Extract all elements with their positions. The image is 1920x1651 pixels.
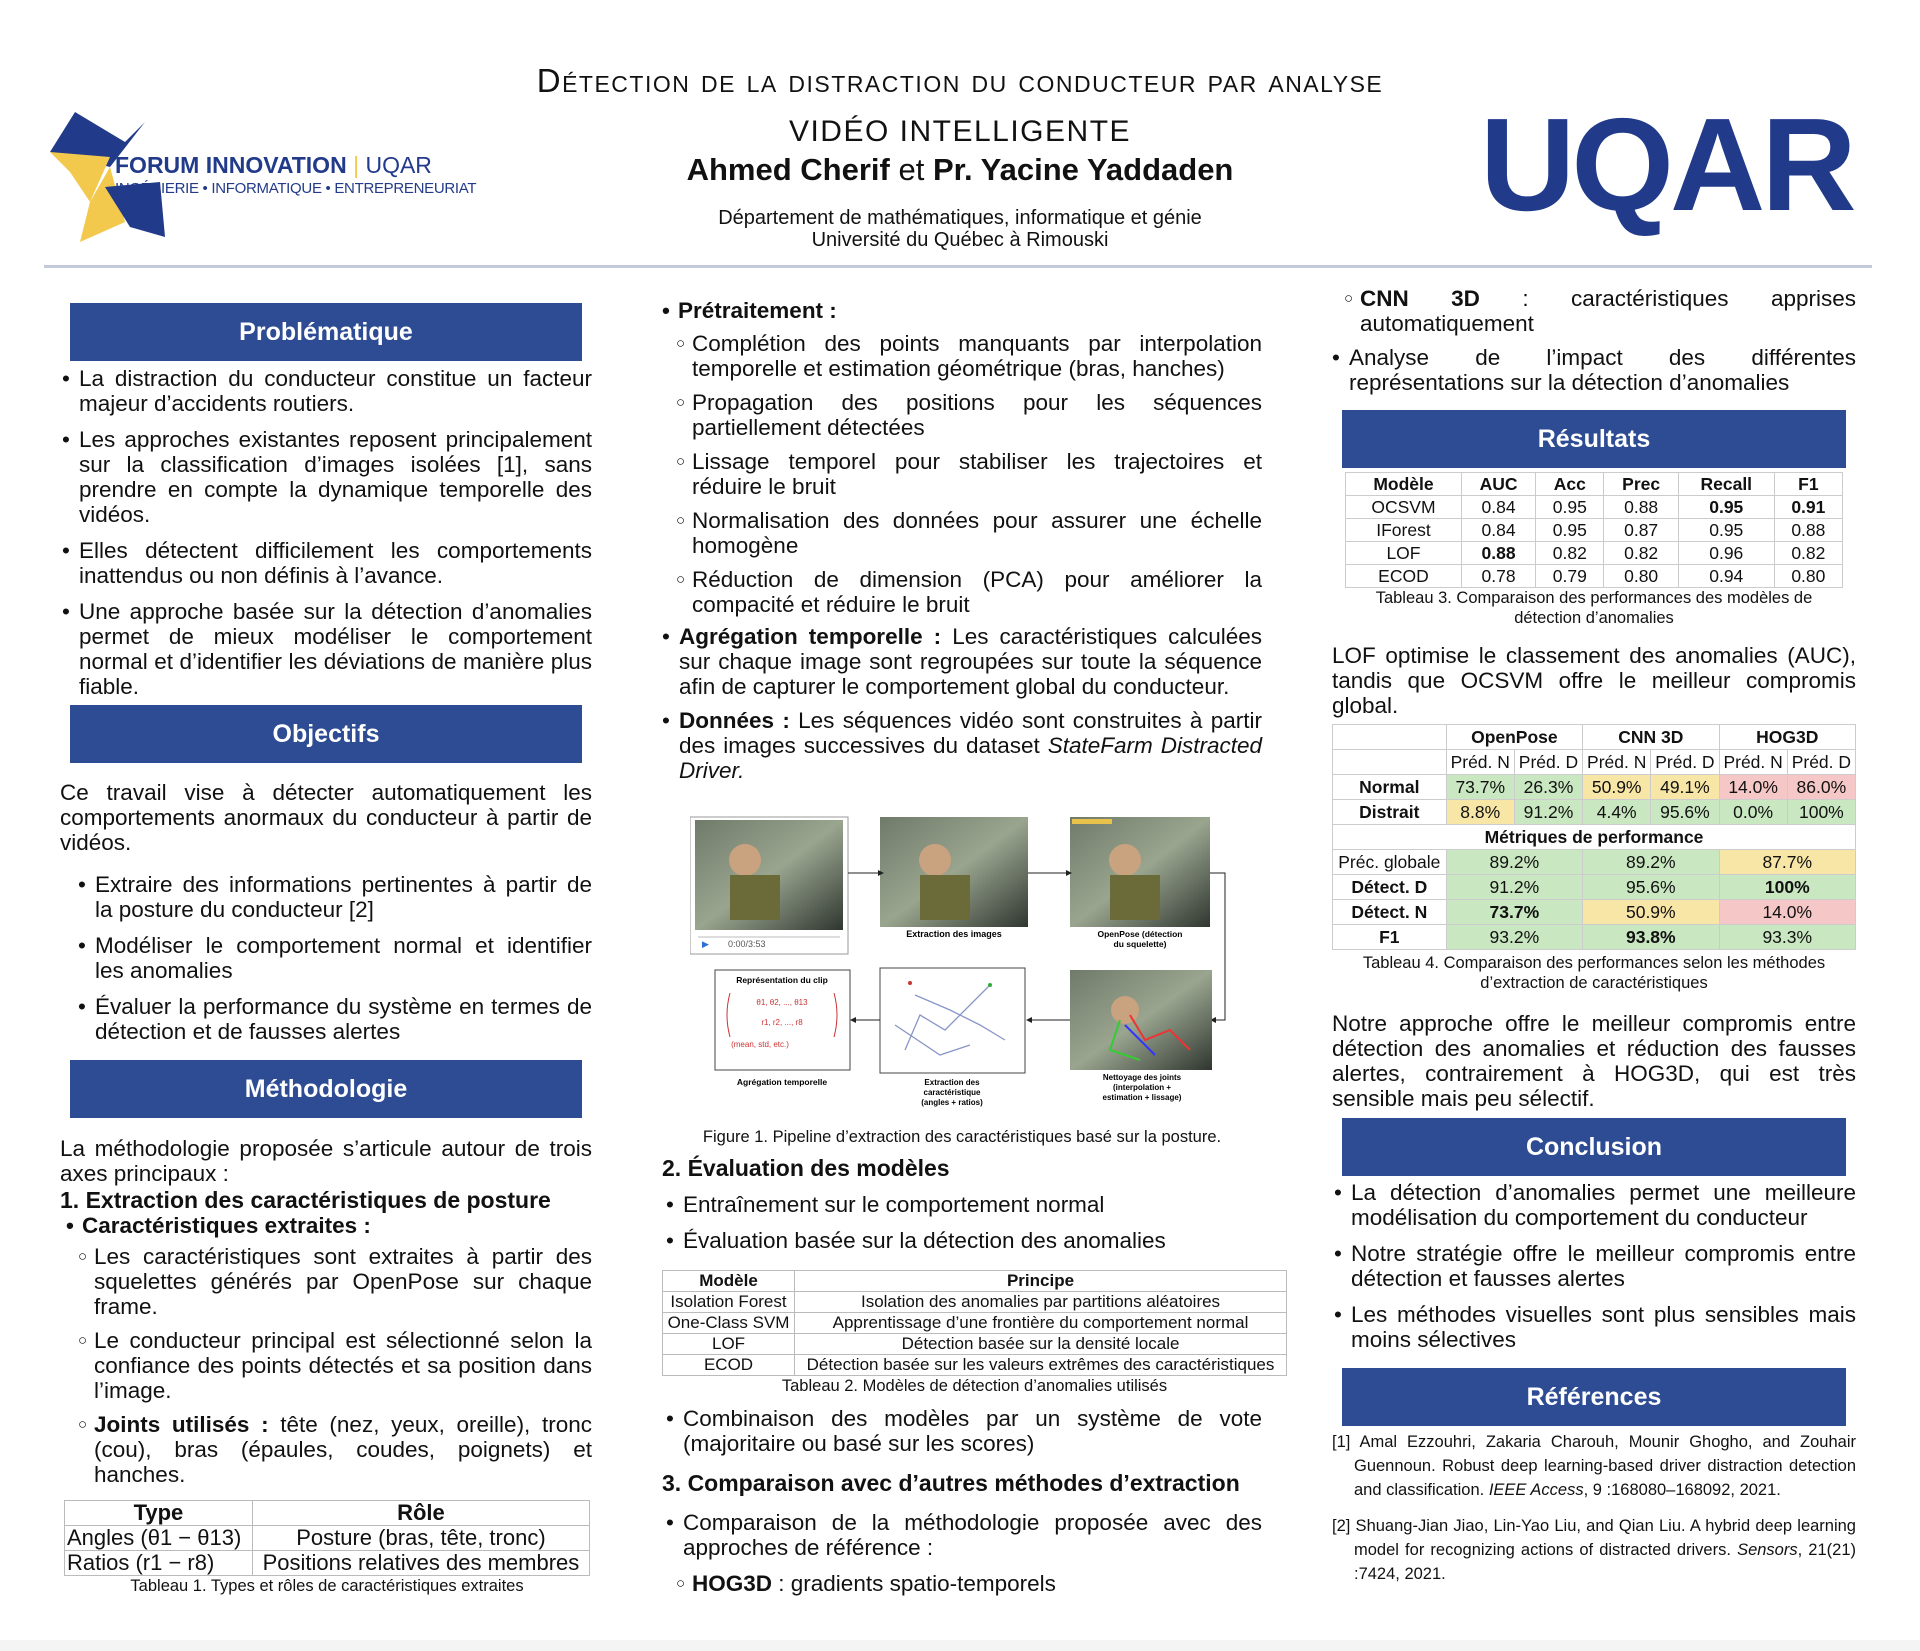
- table1-cell: Angles (θ1 − θ13): [65, 1526, 253, 1551]
- agregation-label: Agrégation temporelle :: [679, 624, 942, 649]
- lof-text: LOF optimise le classement des anomalies (AUC), tandis que OCSVM offre le meilleur compromis global.: [1332, 643, 1856, 718]
- features-block: [66, 1213, 592, 1496]
- pretraitement-item: ○ Complétion des points manquants par interpolation temporelle et estimation géométrique (bras, hanches): [676, 331, 1262, 381]
- fig-label-openpose-2: du squelette): [1113, 939, 1167, 949]
- table4: [1332, 724, 1856, 993]
- impact-item: • Analyse de l’impact des différentes représentations sur la détection d’anomalies: [1332, 345, 1856, 395]
- step2-body: [666, 1192, 1266, 1264]
- conclusion-item: • La détection d’anomalies permet une meilleure modélisation du comportement du conducteur: [1334, 1180, 1856, 1230]
- table4-subheader: Préd. D: [1651, 750, 1719, 775]
- header-divider: [44, 265, 1872, 268]
- table1-cell: Ratios (r1 − r8): [65, 1551, 253, 1576]
- table4-metric-label: Détect. D: [1333, 875, 1447, 900]
- table3-cell: 0.78: [1461, 565, 1535, 588]
- author-2: Pr. Yacine Yaddaden: [932, 152, 1234, 187]
- table1-cell: Positions relatives des membres: [252, 1551, 589, 1576]
- donnees-dataset: StateFarm Distracted Driver.: [679, 733, 1262, 783]
- objectif-item: • Extraire des informations pertinentes à partir de la posture du conducteur [2]: [78, 872, 592, 922]
- table1-header-type: Type: [65, 1501, 253, 1526]
- table4-cell: 8.8%: [1446, 800, 1514, 825]
- fig-label-clean-2: (interpolation +: [1113, 1083, 1171, 1092]
- table4-metric-cell: 91.2%: [1446, 875, 1582, 900]
- table3-header: AUC: [1461, 473, 1535, 496]
- step2-item: • Entraînement sur le comportement normal: [666, 1192, 1266, 1217]
- features-title: • Caractéristiques extraites :: [66, 1213, 371, 1238]
- table1-row: [65, 1551, 590, 1576]
- step2-item: • Évaluation basée sur la détection des anomalies: [666, 1228, 1266, 1253]
- problematique-item: • Une approche basée sur la détection d’anomalies permet de mieux modéliser le comportement normal et d’identifier les déviations de manière plus fiable.: [62, 599, 592, 699]
- table4-metric-cell: 73.7%: [1446, 900, 1582, 925]
- table3-caption: Tableau 3. Comparaison des performances des modèles de détection d’anomalies: [1375, 589, 1813, 627]
- pretraitement-item: ○ Réduction de dimension (PCA) pour améliorer la compacité et réduire le bruit: [676, 567, 1262, 617]
- agregation-text: Les caractéristiques calculées sur chaque image sont regroupées sur toute la séquence afin de capturer le comportement global du conducteur.: [679, 624, 1262, 699]
- table4-metric-cell: 89.2%: [1446, 850, 1582, 875]
- methodologie-intro: La méthodologie proposée s’articule autour de trois axes principaux :: [60, 1136, 592, 1186]
- table1-header-role: Rôle: [252, 1501, 589, 1526]
- author-separator: et: [889, 152, 933, 187]
- table2-caption: Tableau 2. Modèles de détection d’anomalies utilisés: [781, 1377, 1168, 1395]
- table3-header: Recall: [1678, 473, 1774, 496]
- table4-cell: 73.7%: [1446, 775, 1514, 800]
- table2-row: [663, 1355, 1287, 1376]
- fig-label-r: r1, r2, ..., r8: [761, 1018, 803, 1027]
- fig-label-openpose-1: OpenPose (détection: [1097, 929, 1183, 939]
- forum-innovation-logo: FORUM INNOVATION | UQAR INGÉNIERIE • INFORMATIQUE • ENTREPRENEURIAT: [50, 112, 470, 242]
- table1-cell: Posture (bras, tête, tronc): [252, 1526, 589, 1551]
- table3-cell: ECOD: [1346, 565, 1462, 588]
- table1: [64, 1500, 590, 1596]
- section-problematique: Problématique: [70, 303, 582, 361]
- donnees-label: Données :: [679, 708, 790, 733]
- pretraitement-item: ○ Normalisation des données pour assurer une échelle homogène: [676, 508, 1262, 558]
- fig-label-stats: (mean, std, etc.): [731, 1040, 789, 1049]
- ref2-text: [2] Shuang-Jian Jiao, Lin-Yao Liu, and Qian Liu. A hybrid deep learning model for recognizing actions of distracted drivers.: [1332, 1517, 1856, 1559]
- ref1-post: , 9 :168080–168092, 2021.: [1583, 1481, 1781, 1499]
- table4-group-row: [1333, 725, 1856, 750]
- table2-cell: Détection basée sur la densité locale: [795, 1334, 1287, 1355]
- vote-block: [666, 1406, 1262, 1467]
- table4-cell: 91.2%: [1514, 800, 1582, 825]
- table2-row: [663, 1313, 1287, 1334]
- table3-cell: 0.84: [1461, 519, 1535, 542]
- uqar-logo: UQAR: [1480, 91, 1853, 238]
- agregation-block: [662, 624, 1262, 794]
- table4-metric-row: [1333, 925, 1856, 950]
- table3-cell: 0.96: [1678, 542, 1774, 565]
- table4-cell: 86.0%: [1787, 775, 1855, 800]
- cnn3d-text: : caractéristiques apprises automatiquement: [1360, 286, 1856, 336]
- table2-header-model: Modèle: [663, 1271, 795, 1292]
- table3-header: Acc: [1536, 473, 1604, 496]
- table4-metric-cell: 93.3%: [1719, 925, 1855, 950]
- step3-body: [666, 1510, 1262, 1605]
- table3-row: [1346, 519, 1843, 542]
- table1-row: [65, 1526, 590, 1551]
- fig-label-clean-1: Nettoyage des joints: [1102, 1073, 1182, 1082]
- table1-caption: Tableau 1. Types et rôles de caractéristiques extraites: [130, 1577, 524, 1595]
- forum-logo-main: FORUM INNOVATION: [115, 152, 347, 178]
- objectifs-intro: Ce travail vise à détecter automatiquement les comportements anormaux du conducteur à partir de vidéos.: [60, 780, 592, 855]
- table3-cell: 0.84: [1461, 496, 1535, 519]
- conclusion-item: • Les méthodes visuelles sont plus sensibles mais moins sélectives: [1334, 1302, 1856, 1352]
- section-objectifs: Objectifs: [70, 705, 582, 763]
- approche-text: Notre approche offre le meilleur compromis entre détection des anomalies et réduction des fausses alertes, contrairement à HOG3D, qui est très sensible mais peu sélectif.: [1332, 1011, 1856, 1111]
- affiliation-univ: Université du Québec à Rimouski: [811, 229, 1109, 251]
- table3-cell: LOF: [1346, 542, 1462, 565]
- table4-subheader: Préd. D: [1787, 750, 1855, 775]
- ref1-text: [1] Amal Ezzouhri, Zakaria Charouh, Mounir Ghogho, and Zouhair Guennoun. Robust deep learning-based driver distraction detection and classification.: [1332, 1433, 1856, 1499]
- pretraitement-title-text: Prétraitement :: [678, 298, 837, 323]
- table3-cell: 0.88: [1774, 519, 1842, 542]
- table4-subheader: Préd. D: [1514, 750, 1582, 775]
- table4-cell: 0.0%: [1719, 800, 1787, 825]
- fig-label-feat-2: caractéristique: [923, 1088, 981, 1097]
- table4-metric-cell: 93.8%: [1583, 925, 1719, 950]
- table4-row-label: Distrait: [1333, 800, 1447, 825]
- table3-row: [1346, 565, 1843, 588]
- table4-cell: 100%: [1787, 800, 1855, 825]
- fig-label-agreg: Agrégation temporelle: [736, 1077, 828, 1087]
- table4-caption: Tableau 4. Comparaison des performances selon les méthodes d’extraction de caractéristiques: [1362, 954, 1826, 992]
- table4-subheader: Préd. N: [1719, 750, 1787, 775]
- table4-subheader: Préd. N: [1446, 750, 1514, 775]
- ref2-post: , 21(21) :7424, 2021.: [1354, 1541, 1856, 1583]
- table4-group-header: CNN 3D: [1583, 725, 1719, 750]
- table2-cell: Isolation Forest: [663, 1292, 795, 1313]
- table3-cell: 0.79: [1536, 565, 1604, 588]
- step3-item: • Comparaison de la méthodologie proposée avec des approches de référence :: [666, 1510, 1262, 1560]
- table4-corner: [1333, 725, 1447, 750]
- pretraitement-item: ○ Propagation des positions pour les séquences partiellement détectées: [676, 390, 1262, 440]
- step3-title: 3. Comparaison avec d’autres méthodes d’extraction: [662, 1470, 1240, 1496]
- table2-cell: Isolation des anomalies par partitions aléatoires: [795, 1292, 1287, 1313]
- problematique-item: • Les approches existantes reposent principalement sur la classification d’images isolées [1], sans prendre en compte la dynamique temporelle des vidéos.: [62, 427, 592, 527]
- table4-metric-row: [1333, 850, 1856, 875]
- table4-metric-label: Préc. globale: [1333, 850, 1447, 875]
- cnn-block: [1344, 286, 1856, 406]
- table4-metrics-title: Métriques de performance: [1333, 825, 1856, 850]
- table4-cell: 49.1%: [1651, 775, 1719, 800]
- fig-label-repr: Représentation du clip: [736, 975, 828, 985]
- conclusion-item: • Notre stratégie offre le meilleur compromis entre détection et fausses alertes: [1334, 1241, 1856, 1291]
- objectifs-body: [78, 872, 592, 1055]
- table3-cell: 0.95: [1678, 496, 1774, 519]
- feature-item: ○ Les caractéristiques sont extraites à partir des squelettes générés par OpenPose sur chaque frame.: [78, 1244, 592, 1319]
- table3-cell: 0.95: [1678, 519, 1774, 542]
- hog3d-item: [676, 1571, 1262, 1596]
- table3-cell: OCSVM: [1346, 496, 1462, 519]
- table2-cell: LOF: [663, 1334, 795, 1355]
- step1-title: 1. Extraction des caractéristiques de posture: [60, 1187, 551, 1213]
- table4-cell: 26.3%: [1514, 775, 1582, 800]
- cnn3d-item: [1344, 286, 1856, 336]
- vote-item: • Combinaison des modèles par un système de vote (majoritaire ou basé sur les scores): [666, 1406, 1262, 1456]
- table3-cell: 0.82: [1604, 542, 1678, 565]
- joints-item: [78, 1412, 592, 1487]
- table3-header: Modèle: [1346, 473, 1462, 496]
- table2-header-principle: Principe: [795, 1271, 1287, 1292]
- table2-cell: Apprentissage d’une frontière du comportement normal: [795, 1313, 1287, 1334]
- section-methodologie: Méthodologie: [70, 1060, 582, 1118]
- poster-title-line2: VIDÉO INTELLIGENTE: [788, 115, 1132, 148]
- table3-cell: 0.82: [1536, 542, 1604, 565]
- table4-metric-cell: 87.7%: [1719, 850, 1855, 875]
- table2-cell: Détection basée sur les valeurs extrêmes des caractéristiques: [795, 1355, 1287, 1376]
- table4-row-label: Normal: [1333, 775, 1447, 800]
- table4-cell: 50.9%: [1583, 775, 1651, 800]
- table3-cell: 0.80: [1604, 565, 1678, 588]
- ref1-journal: IEEE Access: [1488, 1481, 1584, 1499]
- table3-row: [1346, 542, 1843, 565]
- figure1-pipeline: [690, 815, 1230, 1115]
- donnees-text: Les séquences vidéo sont construites à partir des images successives du dataset: [679, 708, 1262, 758]
- objectif-item: • Modéliser le comportement normal et identifier les anomalies: [78, 933, 592, 983]
- table4-metric-label: Détect. N: [1333, 900, 1447, 925]
- fig-label-feat-3: (angles + ratios): [921, 1098, 983, 1107]
- table4-metric-cell: 50.9%: [1583, 900, 1719, 925]
- forum-logo-sub: INGÉNIERIE • INFORMATIQUE • ENTREPRENEURIAT: [115, 180, 477, 197]
- joints-label: Joints utilisés :: [94, 1412, 269, 1437]
- features-title-text: Caractéristiques extraites :: [82, 1213, 371, 1238]
- table4-distrait-row: [1333, 800, 1856, 825]
- ref2-journal: Sensors: [1737, 1541, 1798, 1559]
- table4-cell: 95.6%: [1651, 800, 1719, 825]
- table4-cell: 14.0%: [1719, 775, 1787, 800]
- table4-metric-row: [1333, 875, 1856, 900]
- table4-metric-cell: 93.2%: [1446, 925, 1582, 950]
- table4-metric-row: [1333, 900, 1856, 925]
- table3-cell: 0.88: [1461, 542, 1535, 565]
- table4-cell: 4.4%: [1583, 800, 1651, 825]
- table3-cell: 0.91: [1774, 496, 1842, 519]
- video-time: 0:00/3:53: [728, 939, 766, 949]
- poster-title-line1: Détection de la distraction du conducteur par analyse: [536, 62, 1384, 99]
- step2-title: 2. Évaluation des modèles: [662, 1155, 950, 1181]
- svg-text:▶: ▶: [702, 939, 709, 949]
- problematique-body: [62, 366, 592, 710]
- table3-cell: 0.88: [1604, 496, 1678, 519]
- objectif-item: • Évaluer la performance du système en termes de détection et de fausses alertes: [78, 994, 592, 1044]
- table2-row: [663, 1334, 1287, 1355]
- fig-label-feat-1: Extraction des: [924, 1078, 980, 1087]
- table3-cell: 0.80: [1774, 565, 1842, 588]
- feature-item: ○ Le conducteur principal est sélectionné selon la confiance des points détectés et sa position dans l’image.: [78, 1328, 592, 1403]
- table3-row: [1346, 496, 1843, 519]
- cnn3d-label: CNN 3D: [1360, 286, 1480, 311]
- table4-metrics-title-row: [1333, 825, 1856, 850]
- table2: [662, 1270, 1287, 1396]
- section-resultats: Résultats: [1342, 410, 1846, 468]
- table3-cell: 0.95: [1536, 519, 1604, 542]
- section-conclusion: Conclusion: [1342, 1118, 1846, 1176]
- pretraitement-item: ○ Lissage temporel pour stabiliser les trajectoires et réduire le bruit: [676, 449, 1262, 499]
- fig-label-theta: θ1, θ2, ..., θ13: [756, 998, 808, 1007]
- table3-header: F1: [1774, 473, 1842, 496]
- table3-cell: 0.87: [1604, 519, 1678, 542]
- section-references: Références: [1342, 1368, 1846, 1426]
- table3-cell: 0.82: [1774, 542, 1842, 565]
- references-body: [1332, 1430, 1856, 1598]
- problematique-item: • Elles détectent difficilement les comportements inattendus ou non définis à l’avance.: [62, 538, 592, 588]
- joints-text: tête (nez, yeux, oreille), tronc (cou), bras (épaules, coudes, poignets) et hanches.: [94, 1412, 592, 1487]
- table4-metric-cell: 95.6%: [1583, 875, 1719, 900]
- hog3d-text: : gradients spatio-temporels: [772, 1571, 1056, 1596]
- table4-metric-cell: 14.0%: [1719, 900, 1855, 925]
- table4-subheader: Préd. N: [1583, 750, 1651, 775]
- conclusion-body: [1334, 1180, 1856, 1363]
- table4-sub-row: [1333, 750, 1856, 775]
- pretraitement-block: [662, 298, 1262, 626]
- affiliation-dept: Département de mathématiques, informatique et génie: [718, 207, 1202, 229]
- table2-cell: ECOD: [663, 1355, 795, 1376]
- table2-cell: One-Class SVM: [663, 1313, 795, 1334]
- reference-1: [1332, 1430, 1856, 1502]
- table3-cell: IForest: [1346, 519, 1462, 542]
- donnees-item: [662, 708, 1262, 783]
- table4-metric-label: F1: [1333, 925, 1447, 950]
- agregation-item: [662, 624, 1262, 699]
- fig-label-clean-3: estimation + lissage): [1102, 1093, 1182, 1102]
- pretraitement-title: • Prétraitement :: [662, 298, 837, 323]
- table4-corner: [1333, 750, 1447, 775]
- table3-cell: 0.95: [1536, 496, 1604, 519]
- hog3d-label: HOG3D: [692, 1571, 773, 1596]
- table4-metric-cell: 100%: [1719, 875, 1855, 900]
- table3-cell: 0.94: [1678, 565, 1774, 588]
- table4-group-header: HOG3D: [1719, 725, 1855, 750]
- author-1: Ahmed Cherif: [686, 152, 890, 187]
- table4-normal-row: [1333, 775, 1856, 800]
- problematique-item: • La distraction du conducteur constitue un facteur majeur d’accidents routiers.: [62, 366, 592, 416]
- table2-row: [663, 1292, 1287, 1313]
- table3: [1345, 472, 1843, 628]
- table4-metric-cell: 89.2%: [1583, 850, 1719, 875]
- fig-label-extract: Extraction des images: [906, 929, 1002, 939]
- figure1-caption: Figure 1. Pipeline d’extraction des caractéristiques basé sur la posture.: [702, 1128, 1222, 1146]
- table3-header: Prec: [1604, 473, 1678, 496]
- table4-group-header: OpenPose: [1446, 725, 1582, 750]
- forum-logo-uqar: UQAR: [365, 152, 432, 178]
- reference-2: [1332, 1514, 1856, 1586]
